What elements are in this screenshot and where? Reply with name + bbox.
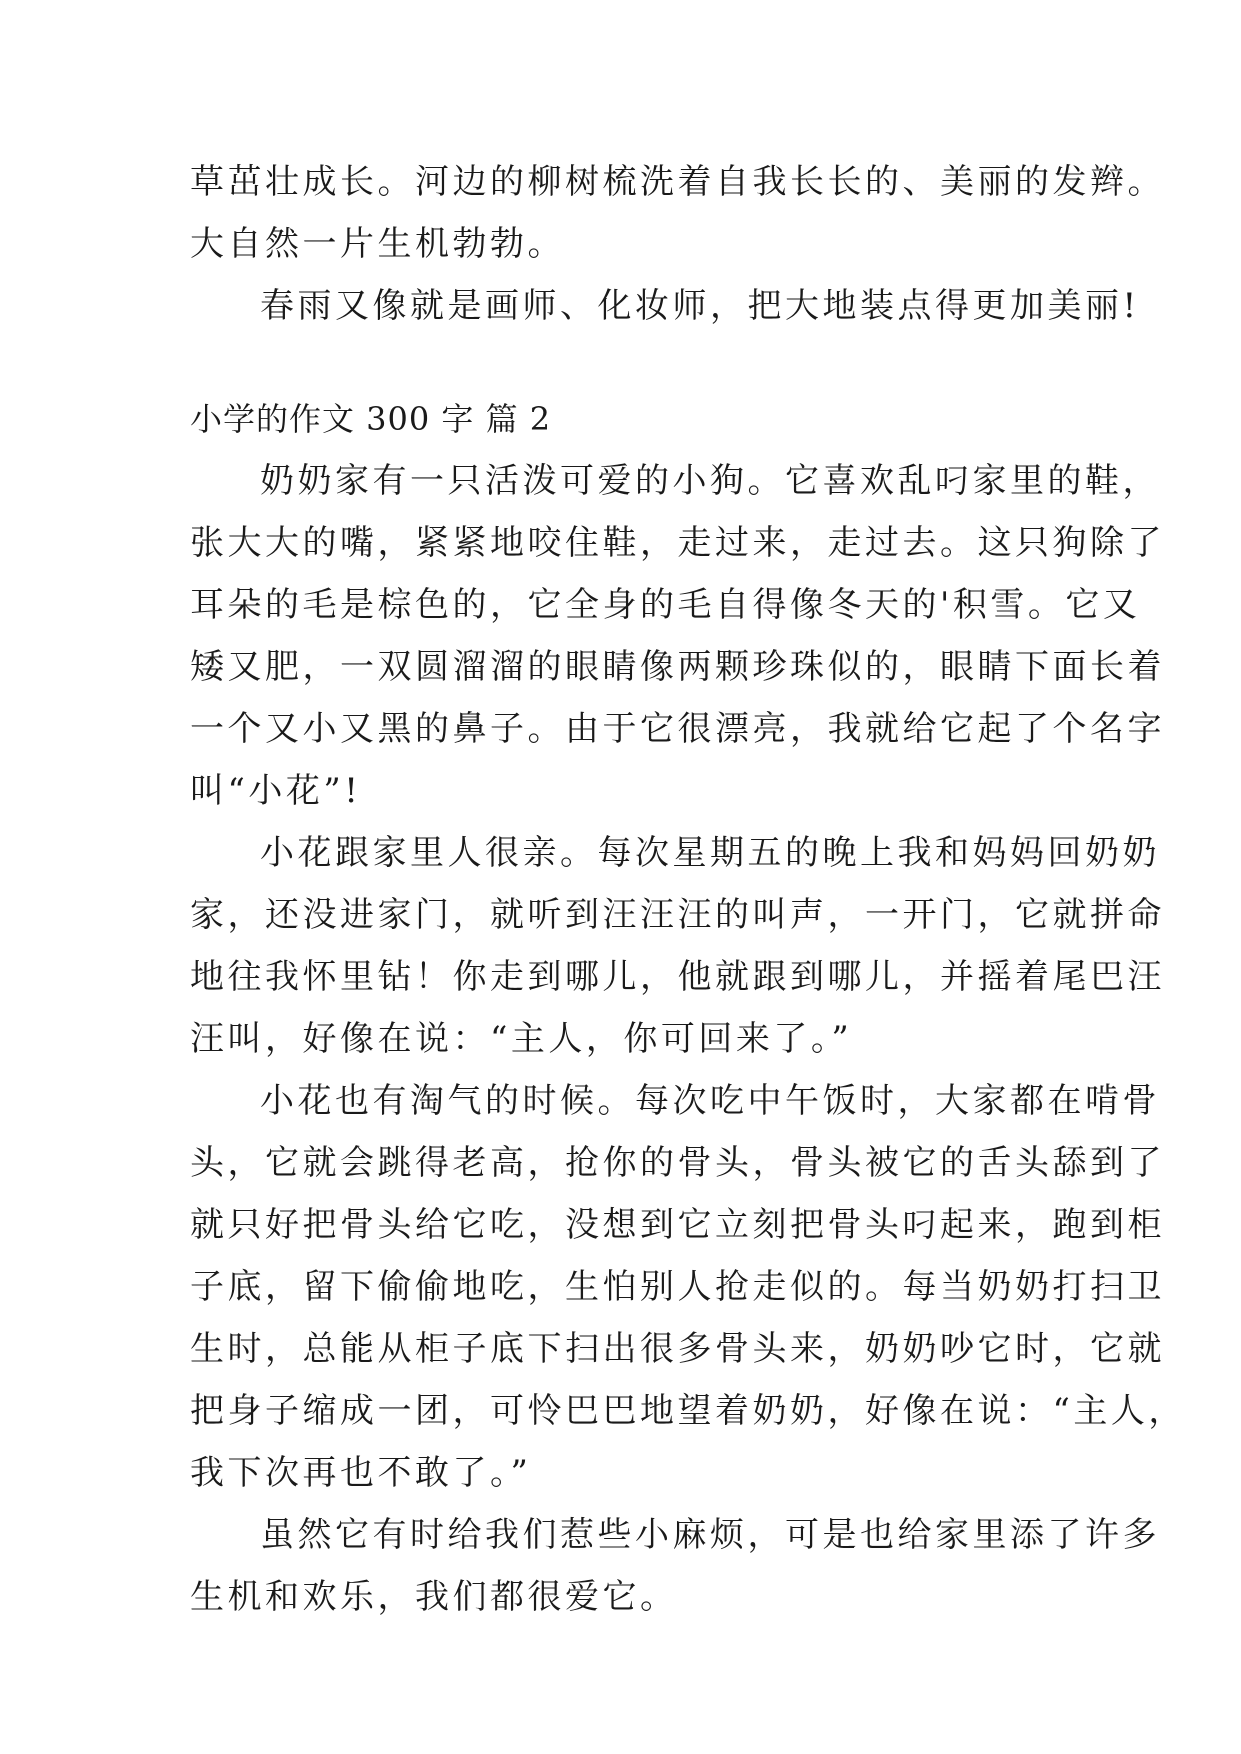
paragraph-line: 虽然它有时给我们惹些小麻烦，可是也给家里添了许多 <box>260 1515 1160 1555</box>
paragraph-4 <box>190 1504 1160 1628</box>
paragraph-3 <box>190 1070 1186 1504</box>
intro-paragraph <box>190 151 1165 337</box>
paragraph-line: 大自然一片生机勃勃。 <box>190 224 565 264</box>
paragraph-line: 我下次再也不敢了。” <box>190 1453 532 1493</box>
paragraph-line: 头，它就会跳得老高，抢你的骨头，骨头被它的舌头舔到了 <box>190 1143 1165 1183</box>
paragraph-line: 小花跟家里人很亲。每次星期五的晚上我和妈妈回奶奶 <box>260 833 1160 873</box>
paragraph-line: 地往我怀里钻！你走到哪儿，他就跟到哪儿，并摇着尾巴汪 <box>190 957 1165 997</box>
paragraph-line: 耳朵的毛是棕色的，它全身的毛自得像冬天的'积雪。它又 <box>190 585 1141 625</box>
paragraph-line: 张大大的嘴，紧紧地咬住鞋，走过来，走过去。这只狗除了 <box>190 523 1165 563</box>
paragraph-line: 汪叫，好像在说：“主人，你可回来了。” <box>190 1019 853 1059</box>
paragraph-line: 家，还没进家门，就听到汪汪汪的叫声，一开门，它就拼命 <box>190 895 1165 935</box>
section-title: 小学的作文 300 字 篇 2 <box>190 400 552 438</box>
paragraph-line: 矮又肥，一双圆溜溜的眼睛像两颗珍珠似的，眼睛下面长着 <box>190 647 1165 687</box>
paragraph-line: 生时，总能从柜子底下扫出很多骨头来，奶奶吵它时，它就 <box>190 1329 1165 1369</box>
paragraph-line: 把身子缩成一团，可怜巴巴地望着奶奶，好像在说：“主人， <box>190 1391 1186 1431</box>
paragraph-2 <box>190 822 1165 1070</box>
paragraph-line: 生机和欢乐，我们都很爱它。 <box>190 1577 678 1617</box>
paragraph-line: 奶奶家有一只活泼可爱的小狗。它喜欢乱叼家里的鞋， <box>260 461 1160 501</box>
paragraph-line: 小花也有淘气的时候。每次吃中午饭时，大家都在啃骨 <box>260 1081 1160 1121</box>
closing-sentence: 春雨又像就是画师、化妆师，把大地装点得更加美丽! <box>260 286 1140 326</box>
paragraph-line: 子底，留下偷偷地吃，生怕别人抢走似的。每当奶奶打扫卫 <box>190 1267 1165 1307</box>
paragraph-1 <box>190 450 1165 822</box>
paragraph-line: 叫“小花”! <box>190 771 362 811</box>
paragraph-line: 一个又小又黑的鼻子。由于它很漂亮，我就给它起了个名字 <box>190 709 1165 749</box>
paragraph-line: 草茁壮成长。河边的柳树梳洗着自我长长的、美丽的发辫。 <box>190 162 1165 202</box>
paragraph-line: 就只好把骨头给它吃，没想到它立刻把骨头叼起来，跑到柜 <box>190 1205 1165 1245</box>
